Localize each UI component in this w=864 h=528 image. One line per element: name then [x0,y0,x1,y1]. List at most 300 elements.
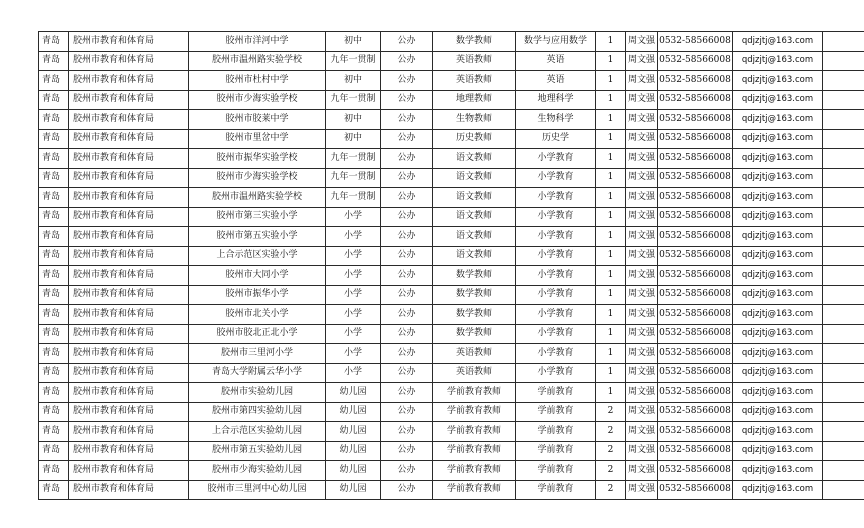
position-cell: 数学教师 [433,324,516,344]
email-cell: qdjzjtj@163.com [733,383,823,403]
school-cell: 胶州市三里河中心幼儿园 [189,480,326,500]
contact-person-cell: 周文强 [626,227,658,247]
school-level-cell: 初中 [326,129,381,149]
phone-cell: 0532-58566008 [658,51,733,71]
position-cell: 数学教师 [433,285,516,305]
phone-cell: 0532-58566008 [658,110,733,130]
email-cell: qdjzjtj@163.com [733,324,823,344]
remarks-cell [823,480,864,500]
department-cell: 胶州市教育和体育局 [69,246,189,266]
contact-person-cell: 周文强 [626,266,658,286]
remarks-cell [823,422,864,442]
school-cell: 胶州市振华实验学校 [189,149,326,169]
headcount-cell: 1 [596,324,626,344]
school-cell: 青岛大学附属云华小学 [189,363,326,383]
contact-person-cell: 周文强 [626,246,658,266]
school-type-cell: 公办 [381,344,433,364]
table-body [39,32,864,500]
major-cell: 学前教育 [516,383,596,403]
position-cell: 英语教师 [433,51,516,71]
major-cell: 学前教育 [516,480,596,500]
school-level-cell: 小学 [326,344,381,364]
recruitment-table [38,31,864,500]
email-cell: qdjzjtj@163.com [733,227,823,247]
major-cell: 小学教育 [516,324,596,344]
position-cell: 学前教育教师 [433,422,516,442]
region-cell: 青岛 [39,246,69,266]
table-row [39,207,864,227]
headcount-cell: 1 [596,207,626,227]
school-type-cell: 公办 [381,188,433,208]
contact-person-cell: 周文强 [626,461,658,481]
position-cell: 英语教师 [433,71,516,91]
department-cell: 胶州市教育和体育局 [69,402,189,422]
major-cell: 小学教育 [516,227,596,247]
position-cell: 数学教师 [433,305,516,325]
headcount-cell: 1 [596,227,626,247]
school-cell: 胶州市胶莱中学 [189,110,326,130]
remarks-cell [823,110,864,130]
phone-cell: 0532-58566008 [658,207,733,227]
major-cell: 小学教育 [516,207,596,227]
school-cell: 胶州市三里河小学 [189,344,326,364]
position-cell: 语文教师 [433,168,516,188]
phone-cell: 0532-58566008 [658,129,733,149]
position-cell: 学前教育教师 [433,441,516,461]
major-cell: 学前教育 [516,461,596,481]
school-type-cell: 公办 [381,207,433,227]
remarks-cell [823,383,864,403]
department-cell: 胶州市教育和体育局 [69,207,189,227]
major-cell: 学前教育 [516,402,596,422]
school-cell: 胶州市第三实验小学 [189,207,326,227]
department-cell: 胶州市教育和体育局 [69,363,189,383]
department-cell: 胶州市教育和体育局 [69,383,189,403]
department-cell: 胶州市教育和体育局 [69,90,189,110]
school-cell: 胶州市少海实验学校 [189,90,326,110]
school-type-cell: 公办 [381,266,433,286]
school-type-cell: 公办 [381,441,433,461]
headcount-cell: 1 [596,246,626,266]
table-row [39,110,864,130]
email-cell: qdjzjtj@163.com [733,344,823,364]
position-cell: 数学教师 [433,32,516,52]
region-cell: 青岛 [39,129,69,149]
email-cell: qdjzjtj@163.com [733,110,823,130]
remarks-cell [823,71,864,91]
school-cell: 胶州市大同小学 [189,266,326,286]
position-cell: 学前教育教师 [433,480,516,500]
major-cell: 英语 [516,51,596,71]
department-cell: 胶州市教育和体育局 [69,324,189,344]
school-level-cell: 小学 [326,246,381,266]
headcount-cell: 1 [596,266,626,286]
email-cell: qdjzjtj@163.com [733,422,823,442]
contact-person-cell: 周文强 [626,402,658,422]
phone-cell: 0532-58566008 [658,188,733,208]
position-cell: 学前教育教师 [433,402,516,422]
school-type-cell: 公办 [381,168,433,188]
department-cell: 胶州市教育和体育局 [69,422,189,442]
region-cell: 青岛 [39,344,69,364]
school-type-cell: 公办 [381,110,433,130]
region-cell: 青岛 [39,32,69,52]
contact-person-cell: 周文强 [626,129,658,149]
headcount-cell: 1 [596,71,626,91]
headcount-cell: 1 [596,285,626,305]
email-cell: qdjzjtj@163.com [733,266,823,286]
school-cell: 胶州市北关小学 [189,305,326,325]
phone-cell: 0532-58566008 [658,305,733,325]
department-cell: 胶州市教育和体育局 [69,32,189,52]
major-cell: 地理科学 [516,90,596,110]
region-cell: 青岛 [39,90,69,110]
school-level-cell: 小学 [326,305,381,325]
table-row [39,461,864,481]
school-level-cell: 九年一贯制 [326,168,381,188]
remarks-cell [823,149,864,169]
position-cell: 数学教师 [433,266,516,286]
department-cell: 胶州市教育和体育局 [69,285,189,305]
department-cell: 胶州市教育和体育局 [69,227,189,247]
table-row [39,227,864,247]
region-cell: 青岛 [39,168,69,188]
school-level-cell: 九年一贯制 [326,188,381,208]
school-type-cell: 公办 [381,305,433,325]
school-cell: 胶州市温州路实验学校 [189,51,326,71]
remarks-cell [823,32,864,52]
table-row [39,285,864,305]
headcount-cell: 2 [596,480,626,500]
table-row [39,422,864,442]
school-level-cell: 小学 [326,324,381,344]
position-cell: 学前教育教师 [433,383,516,403]
department-cell: 胶州市教育和体育局 [69,441,189,461]
department-cell: 胶州市教育和体育局 [69,168,189,188]
contact-person-cell: 周文强 [626,285,658,305]
remarks-cell [823,246,864,266]
table-row [39,90,864,110]
phone-cell: 0532-58566008 [658,344,733,364]
school-level-cell: 小学 [326,207,381,227]
major-cell: 小学教育 [516,188,596,208]
phone-cell: 0532-58566008 [658,285,733,305]
department-cell: 胶州市教育和体育局 [69,344,189,364]
position-cell: 语文教师 [433,207,516,227]
table-row [39,168,864,188]
department-cell: 胶州市教育和体育局 [69,149,189,169]
remarks-cell [823,266,864,286]
contact-person-cell: 周文强 [626,71,658,91]
contact-person-cell: 周文强 [626,168,658,188]
phone-cell: 0532-58566008 [658,90,733,110]
remarks-cell [823,363,864,383]
school-level-cell: 幼儿园 [326,383,381,403]
school-cell: 胶州市实验幼儿园 [189,383,326,403]
major-cell: 英语 [516,71,596,91]
phone-cell: 0532-58566008 [658,246,733,266]
remarks-cell [823,441,864,461]
contact-person-cell: 周文强 [626,207,658,227]
school-level-cell: 幼儿园 [326,402,381,422]
major-cell: 小学教育 [516,168,596,188]
remarks-cell [823,324,864,344]
headcount-cell: 1 [596,149,626,169]
school-type-cell: 公办 [381,32,433,52]
remarks-cell [823,285,864,305]
school-type-cell: 公办 [381,227,433,247]
region-cell: 青岛 [39,110,69,130]
school-type-cell: 公办 [381,324,433,344]
table-row [39,188,864,208]
email-cell: qdjzjtj@163.com [733,129,823,149]
email-cell: qdjzjtj@163.com [733,441,823,461]
school-cell: 胶州市里岔中学 [189,129,326,149]
region-cell: 青岛 [39,285,69,305]
email-cell: qdjzjtj@163.com [733,305,823,325]
region-cell: 青岛 [39,461,69,481]
region-cell: 青岛 [39,207,69,227]
position-cell: 英语教师 [433,363,516,383]
phone-cell: 0532-58566008 [658,383,733,403]
email-cell: qdjzjtj@163.com [733,363,823,383]
department-cell: 胶州市教育和体育局 [69,266,189,286]
phone-cell: 0532-58566008 [658,461,733,481]
school-type-cell: 公办 [381,383,433,403]
remarks-cell [823,305,864,325]
phone-cell: 0532-58566008 [658,441,733,461]
school-type-cell: 公办 [381,363,433,383]
school-type-cell: 公办 [381,90,433,110]
school-type-cell: 公办 [381,246,433,266]
department-cell: 胶州市教育和体育局 [69,129,189,149]
table-row [39,402,864,422]
school-level-cell: 小学 [326,363,381,383]
department-cell: 胶州市教育和体育局 [69,461,189,481]
school-level-cell: 小学 [326,266,381,286]
contact-person-cell: 周文强 [626,480,658,500]
major-cell: 小学教育 [516,344,596,364]
region-cell: 青岛 [39,363,69,383]
school-level-cell: 初中 [326,110,381,130]
remarks-cell [823,207,864,227]
headcount-cell: 1 [596,110,626,130]
contact-person-cell: 周文强 [626,441,658,461]
email-cell: qdjzjtj@163.com [733,32,823,52]
phone-cell: 0532-58566008 [658,266,733,286]
table-row [39,71,864,91]
headcount-cell: 1 [596,129,626,149]
phone-cell: 0532-58566008 [658,32,733,52]
region-cell: 青岛 [39,266,69,286]
email-cell: qdjzjtj@163.com [733,285,823,305]
major-cell: 数学与应用数学 [516,32,596,52]
school-type-cell: 公办 [381,480,433,500]
email-cell: qdjzjtj@163.com [733,402,823,422]
region-cell: 青岛 [39,324,69,344]
school-level-cell: 九年一贯制 [326,90,381,110]
phone-cell: 0532-58566008 [658,363,733,383]
region-cell: 青岛 [39,305,69,325]
headcount-cell: 2 [596,402,626,422]
school-type-cell: 公办 [381,461,433,481]
phone-cell: 0532-58566008 [658,324,733,344]
contact-person-cell: 周文强 [626,383,658,403]
remarks-cell [823,402,864,422]
remarks-cell [823,168,864,188]
email-cell: qdjzjtj@163.com [733,207,823,227]
school-cell: 上合示范区实验小学 [189,246,326,266]
major-cell: 小学教育 [516,149,596,169]
school-cell: 胶州市胶北正北小学 [189,324,326,344]
table-row [39,246,864,266]
region-cell: 青岛 [39,422,69,442]
school-level-cell: 幼儿园 [326,480,381,500]
region-cell: 青岛 [39,402,69,422]
major-cell: 历史学 [516,129,596,149]
remarks-cell [823,344,864,364]
phone-cell: 0532-58566008 [658,480,733,500]
table-row [39,363,864,383]
table-row [39,383,864,403]
contact-person-cell: 周文强 [626,344,658,364]
email-cell: qdjzjtj@163.com [733,480,823,500]
region-cell: 青岛 [39,71,69,91]
school-cell: 胶州市少海实验学校 [189,168,326,188]
school-level-cell: 幼儿园 [326,461,381,481]
school-type-cell: 公办 [381,285,433,305]
region-cell: 青岛 [39,480,69,500]
table-row [39,32,864,52]
school-type-cell: 公办 [381,149,433,169]
school-cell: 胶州市振华小学 [189,285,326,305]
school-cell: 胶州市洋河中学 [189,32,326,52]
remarks-cell [823,51,864,71]
remarks-cell [823,227,864,247]
department-cell: 胶州市教育和体育局 [69,71,189,91]
phone-cell: 0532-58566008 [658,71,733,91]
email-cell: qdjzjtj@163.com [733,246,823,266]
department-cell: 胶州市教育和体育局 [69,305,189,325]
major-cell: 生物科学 [516,110,596,130]
table-row [39,480,864,500]
major-cell: 小学教育 [516,305,596,325]
region-cell: 青岛 [39,383,69,403]
school-cell: 胶州市杜村中学 [189,71,326,91]
position-cell: 语文教师 [433,246,516,266]
school-cell: 上合示范区实验幼儿园 [189,422,326,442]
major-cell: 学前教育 [516,422,596,442]
position-cell: 生物教师 [433,110,516,130]
table-row [39,305,864,325]
major-cell: 小学教育 [516,246,596,266]
school-level-cell: 初中 [326,71,381,91]
major-cell: 学前教育 [516,441,596,461]
position-cell: 语文教师 [433,149,516,169]
headcount-cell: 1 [596,363,626,383]
remarks-cell [823,461,864,481]
phone-cell: 0532-58566008 [658,227,733,247]
position-cell: 学前教育教师 [433,461,516,481]
phone-cell: 0532-58566008 [658,402,733,422]
table-row [39,129,864,149]
table-row [39,324,864,344]
position-cell: 语文教师 [433,227,516,247]
remarks-cell [823,90,864,110]
contact-person-cell: 周文强 [626,32,658,52]
headcount-cell: 1 [596,90,626,110]
school-type-cell: 公办 [381,71,433,91]
table-row [39,344,864,364]
email-cell: qdjzjtj@163.com [733,51,823,71]
school-type-cell: 公办 [381,129,433,149]
headcount-cell: 1 [596,51,626,71]
email-cell: qdjzjtj@163.com [733,90,823,110]
headcount-cell: 2 [596,441,626,461]
major-cell: 小学教育 [516,363,596,383]
remarks-cell [823,129,864,149]
contact-person-cell: 周文强 [626,149,658,169]
contact-person-cell: 周文强 [626,422,658,442]
position-cell: 语文教师 [433,188,516,208]
contact-person-cell: 周文强 [626,110,658,130]
region-cell: 青岛 [39,188,69,208]
school-level-cell: 小学 [326,227,381,247]
phone-cell: 0532-58566008 [658,149,733,169]
phone-cell: 0532-58566008 [658,422,733,442]
school-cell: 胶州市第五实验小学 [189,227,326,247]
headcount-cell: 2 [596,461,626,481]
department-cell: 胶州市教育和体育局 [69,480,189,500]
table-row [39,51,864,71]
headcount-cell: 1 [596,168,626,188]
school-cell: 胶州市第四实验幼儿园 [189,402,326,422]
email-cell: qdjzjtj@163.com [733,71,823,91]
school-level-cell: 幼儿园 [326,441,381,461]
school-level-cell: 九年一贯制 [326,149,381,169]
table-row [39,149,864,169]
headcount-cell: 1 [596,305,626,325]
email-cell: qdjzjtj@163.com [733,461,823,481]
table-row [39,441,864,461]
school-cell: 胶州市第五实验幼儿园 [189,441,326,461]
region-cell: 青岛 [39,227,69,247]
region-cell: 青岛 [39,149,69,169]
headcount-cell: 1 [596,188,626,208]
school-level-cell: 小学 [326,285,381,305]
major-cell: 小学教育 [516,285,596,305]
table-row [39,266,864,286]
contact-person-cell: 周文强 [626,51,658,71]
school-type-cell: 公办 [381,422,433,442]
major-cell: 小学教育 [516,266,596,286]
contact-person-cell: 周文强 [626,324,658,344]
headcount-cell: 2 [596,422,626,442]
contact-person-cell: 周文强 [626,90,658,110]
phone-cell: 0532-58566008 [658,168,733,188]
school-level-cell: 九年一贯制 [326,51,381,71]
contact-person-cell: 周文强 [626,305,658,325]
headcount-cell: 1 [596,32,626,52]
department-cell: 胶州市教育和体育局 [69,188,189,208]
school-level-cell: 初中 [326,32,381,52]
contact-person-cell: 周文强 [626,363,658,383]
department-cell: 胶州市教育和体育局 [69,51,189,71]
school-cell: 胶州市温州路实验学校 [189,188,326,208]
remarks-cell [823,188,864,208]
email-cell: qdjzjtj@163.com [733,149,823,169]
school-type-cell: 公办 [381,51,433,71]
